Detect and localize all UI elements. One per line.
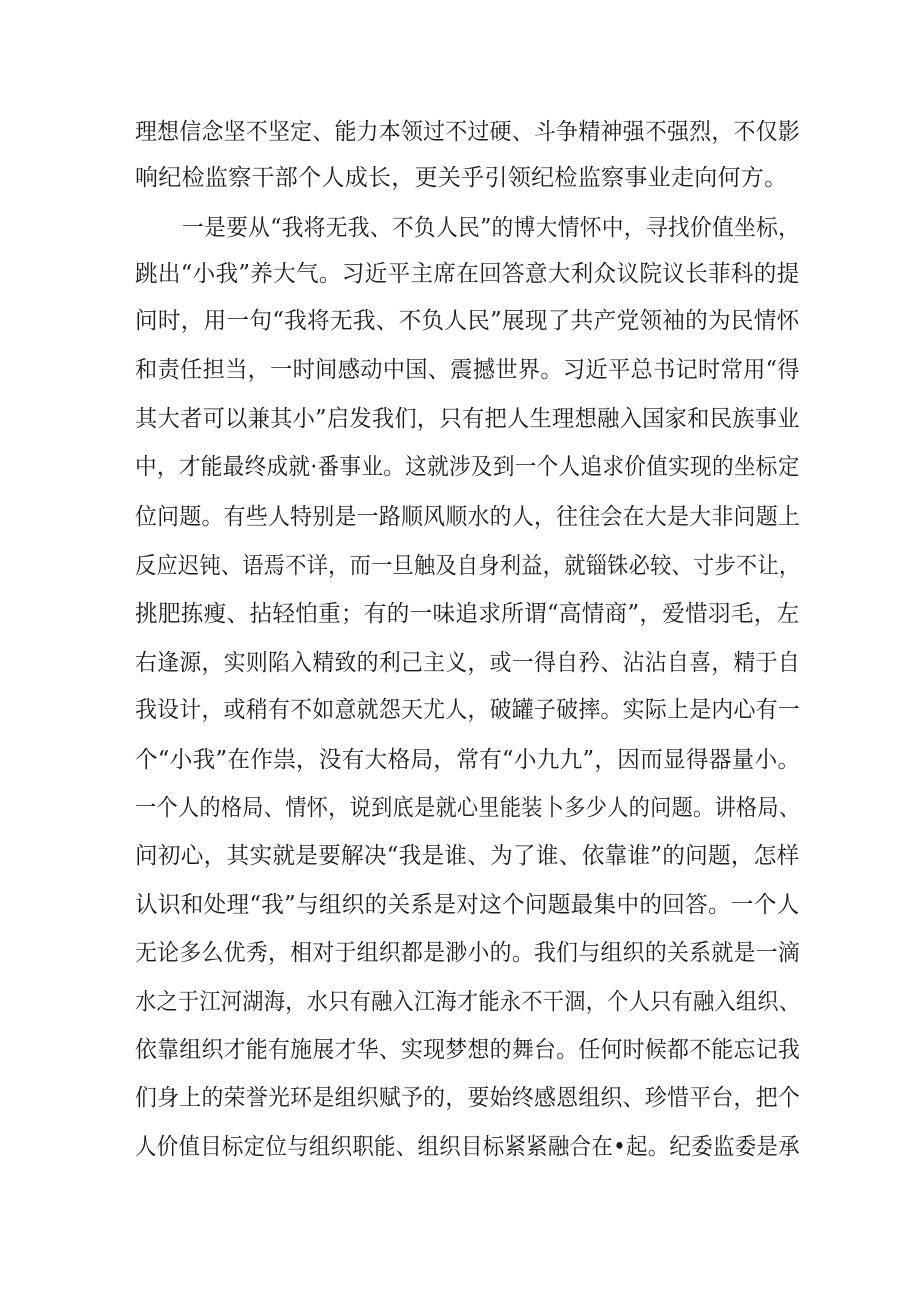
text-line: 无论多么优秀，相对于组织都是渺小的。我们与组织的关系就是一滴: [135, 940, 801, 966]
text-line: 问初心，其实就是要解决“我是谁、为了谁、依靠谁”的问题，怎样: [135, 843, 800, 869]
text-line: 中，才能最终成就·番事业。这就涉及到一个人追求价值实现的坐标定: [135, 454, 800, 480]
text-line: 水之于江河湖海，水只有融入江海才能永不干涸，个人只有融入组织、: [135, 989, 801, 1015]
text-line: 和责任担当，一时间感动中国、震撼世界。习近平总书记时常用“得: [135, 357, 800, 383]
paragraph-first-line: 一是要从“我将无我、不负人民”的博大情怀中，寻找价值坐标，: [182, 215, 801, 241]
text-line: 挑肥拣瘦、拈轻怕重；有的一味追求所谓“高情商”，爱惜羽毛，左: [135, 601, 800, 627]
text-line: 理想信念坚不坚定、能力本领过不过硬、斗争精神强不强烈，不仅影: [135, 119, 801, 145]
text-line: 们身上的荣誉光环是组织赋予的，要始终感恩组织、珍惜平台，把个: [135, 1085, 801, 1111]
text-line: 右逢源，实则陷入精致的利己主义，或一得自矜、沾沾自喜，精于自: [135, 650, 801, 676]
text-line: 个“小我”在作祟，没有大格局，常有“小九九”，因而显得器量小。: [135, 747, 801, 773]
text-line: 反应迟钝、语焉不详，而一旦触及自身利益，就锱铢必较、寸步不让，: [135, 553, 801, 579]
text-line: 我设计，或稍有不如意就怨天尤人，破罐子破摔。实际上是内心有一: [135, 697, 801, 723]
text-line: 其大者可以兼其小”启发我们，只有把人生理想融入国家和民族事业: [135, 406, 800, 432]
text-line: 响纪检监察干部个人成长，更关乎引领纪检监察事业走向何方。: [135, 165, 788, 191]
text-line: 跳出“小我”养大气。习近平主席在回答意大利众议院议长菲科的提: [135, 261, 800, 287]
text-line: 人价值目标定位与组织职能、组织目标紧紧融合在•起。纪委监委是承: [135, 1134, 800, 1160]
text-line: 一个人的格局、情怀，说到底是就心里能装卜多少人的问题。讲格局、: [135, 795, 801, 821]
text-line: 依靠组织才能有施展才华、实现梦想的舞台。任何时候都不能忘记我: [135, 1037, 801, 1063]
text-line: 认识和处理“我”与组织的关系是对这个问题最集中的回答。一个人: [135, 892, 800, 918]
text-line: 问时，用一句“我将无我、不负人民”展现了共产党领袖的为民情怀: [135, 308, 800, 334]
text-line: 位问题。有些人特别是一路顺风顺水的人，往往会在大是大非问题上: [135, 504, 801, 530]
